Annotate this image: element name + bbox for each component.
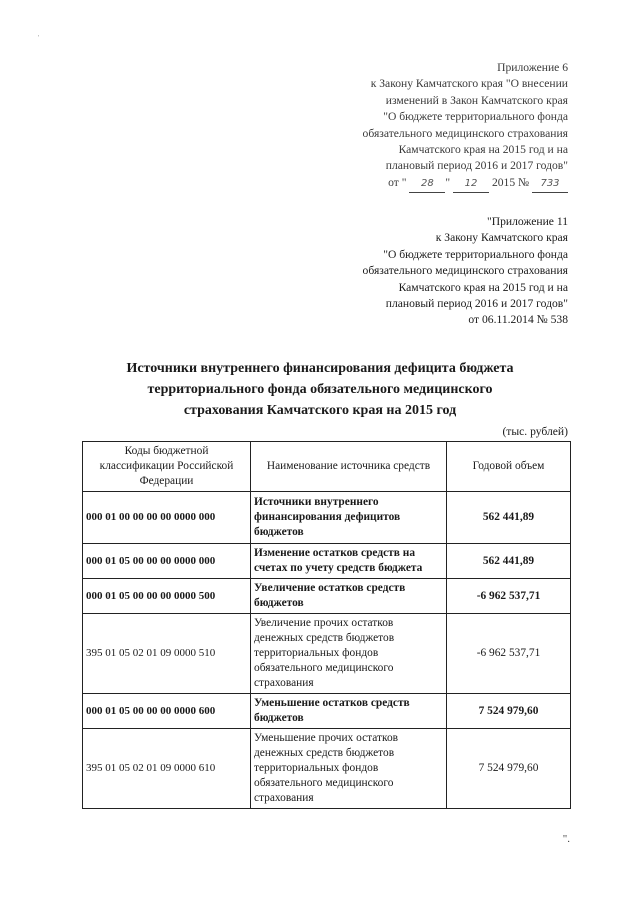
title-line: территориального фонда обязательного медицинского [147,382,493,397]
annex-11-line: плановый период 2016 и 2017 годов" [385,297,568,311]
annex-6-line: к Закону Камчатского края "О внесении [370,77,568,91]
code-cell: 000 01 00 00 00 00 0000 000 [83,492,251,544]
annex-6-header [363,60,568,193]
number-label: № [518,175,530,189]
annex-11-line: Камчатского края на 2015 год и на [398,280,568,294]
volume-cell: 7 524 979,60 [447,694,571,729]
name-cell: Уменьшение остатков средств бюджетов [251,694,447,729]
document-title [60,358,580,421]
table-row [83,729,571,809]
annex-6-line: обязательного медицинского страхования [362,126,568,140]
date-quote: " [445,175,451,189]
table-row [83,694,571,729]
table-row [83,544,571,579]
closing-quote: ". [562,833,570,845]
code-cell: 395 01 05 02 01 09 0000 510 [83,614,251,694]
annex-6-line: "О бюджете территориального фонда [383,110,568,124]
table-row [83,579,571,614]
code-cell: 000 01 05 00 00 00 0000 600 [83,694,251,729]
annex-11-header [363,214,568,329]
annex-6-line: плановый период 2016 и 2017 годов" [385,159,568,173]
name-cell: Уменьшение прочих остатков денежных средств бюджетов территориальных фондов обязательного медицинского страхования [251,729,447,809]
volume-cell: 7 524 979,60 [447,729,571,809]
date-prefix: от " [388,175,407,189]
table-header-row [83,442,571,492]
header-name: Наименование источника средств [251,442,447,492]
table-row [83,614,571,694]
table-row [83,492,571,544]
date-month-handwritten: 12 [453,176,489,193]
name-cell: Увеличение прочих остатков денежных средств бюджетов территориальных фондов обязательного медицинского страхования [251,614,447,694]
number-handwritten: 733 [532,176,568,193]
table-body [83,492,571,809]
volume-cell: 562 441,89 [447,544,571,579]
name-cell: Источники внутреннего финансирования дефицитов бюджетов [251,492,447,544]
code-cell: 395 01 05 02 01 09 0000 610 [83,729,251,809]
volume-cell: 562 441,89 [447,492,571,544]
date-year: 2015 [491,175,516,189]
sources-table [82,441,571,809]
volume-cell: -6 962 537,71 [447,614,571,694]
title-line: Источники внутреннего финансирования дефицита бюджета [126,361,514,376]
annex-6-date-number [363,175,568,193]
scan-mark: ' [38,34,40,42]
header-codes: Коды бюджетной классификации Российской Федерации [83,442,251,492]
units-label: (тыс. рублей) [502,425,568,438]
annex-11-line: обязательного медицинского страхования [362,264,568,278]
header-volume: Годовой объем [447,442,571,492]
name-cell: Увеличение остатков средств бюджетов [251,579,447,614]
annex-11-line: от 06.11.2014 № 538 [468,313,568,327]
annex-11-line: "О бюджете территориального фонда [383,247,568,261]
annex-11-line: к Закону Камчатского края [435,231,568,245]
volume-cell: -6 962 537,71 [447,579,571,614]
name-cell: Изменение остатков средств на счетах по учету средств бюджета [251,544,447,579]
annex-6-line: изменений в Закон Камчатского края [385,93,568,107]
code-cell: 000 01 05 00 00 00 0000 500 [83,579,251,614]
annex-6-line: Камчатского края на 2015 год и на [398,143,568,157]
code-cell: 000 01 05 00 00 00 0000 000 [83,544,251,579]
annex-6-line: Приложение 6 [497,61,568,74]
date-day-handwritten: 28 [409,176,445,193]
annex-11-line: "Приложение 11 [486,215,568,228]
title-line: страхования Камчатского края на 2015 год [183,403,457,418]
